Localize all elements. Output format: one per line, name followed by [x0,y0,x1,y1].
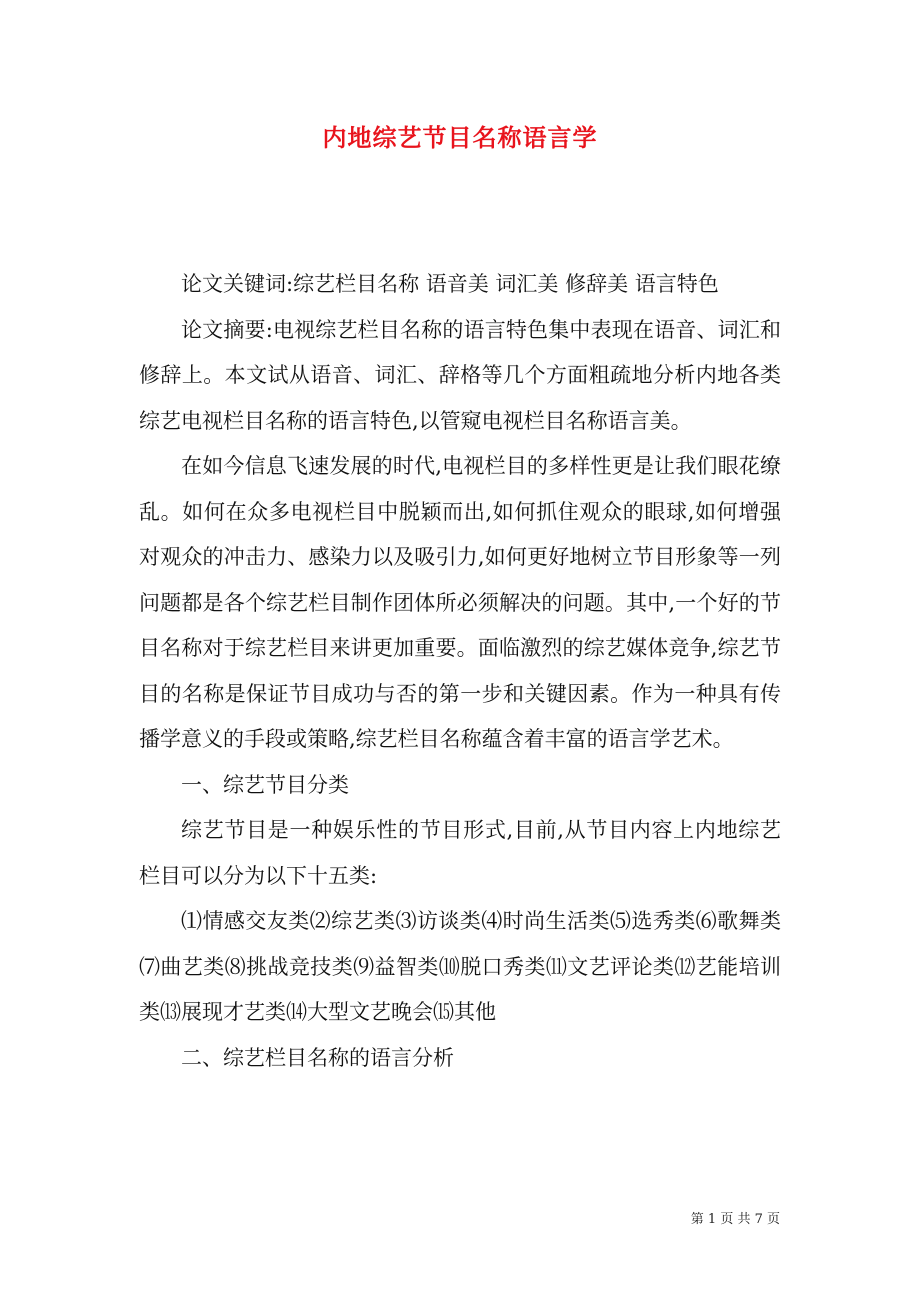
document-body [139,262,781,1081]
keywords-paragraph: 论文关键词:综艺栏目名称 语音美 词汇美 修辞美 语言特色 [181,272,719,296]
section-heading-1: 一、综艺节目分类 [181,772,349,797]
intro-paragraph: 在如今信息飞速发展的时代,电视栏目的多样性更是让我们眼花缭乱。如何在众多电视栏目中脱颖而出,如何抓住观众的眼球,如何增强对观众的冲击力、感染力以及吸引力,如何更好地树立节目形象等一列问题都是各个综艺栏目制作团体所必须解决的问题。其中,一个好的节目名称对于综艺栏目来讲更加重要。面临激烈的综艺媒体竞争,综艺节目的名称是保证节目成功与否的第一步和关键因素。作为一种具有传播学意义的手段或策略,综艺栏目名称蕴含着丰富的语言学艺术。 [139,454,781,751]
document-title: 内地综艺节目名称语言学 [322,123,598,152]
page-number: 第 1 页 共 7 页 [690,1212,780,1227]
section-heading-2: 二、综艺栏目名称的语言分析 [181,1045,454,1070]
abstract-paragraph: 论文摘要:电视综艺栏目名称的语言特色集中表现在语音、词汇和修辞上。本文试从语音、词汇、辞格等几个方面粗疏地分析内地各类综艺电视栏目名称的语言特色,以管窥电视栏目名称语言美。 [139,317,781,433]
category-list-paragraph: ⑴情感交友类⑵综艺类⑶访谈类⑷时尚生活类⑸选秀类⑹歌舞类⑺曲艺类⑻挑战竞技类⑼益智类⑽脱口秀类⑾文艺评论类⑿艺能培训类⒀展现才艺类⒁大型文艺晚会⒂其他 [139,909,781,1024]
classification-paragraph: 综艺节目是一种娱乐性的节目形式,目前,从节目内容上内地综艺栏目可以分为以下十五类: [139,818,781,888]
